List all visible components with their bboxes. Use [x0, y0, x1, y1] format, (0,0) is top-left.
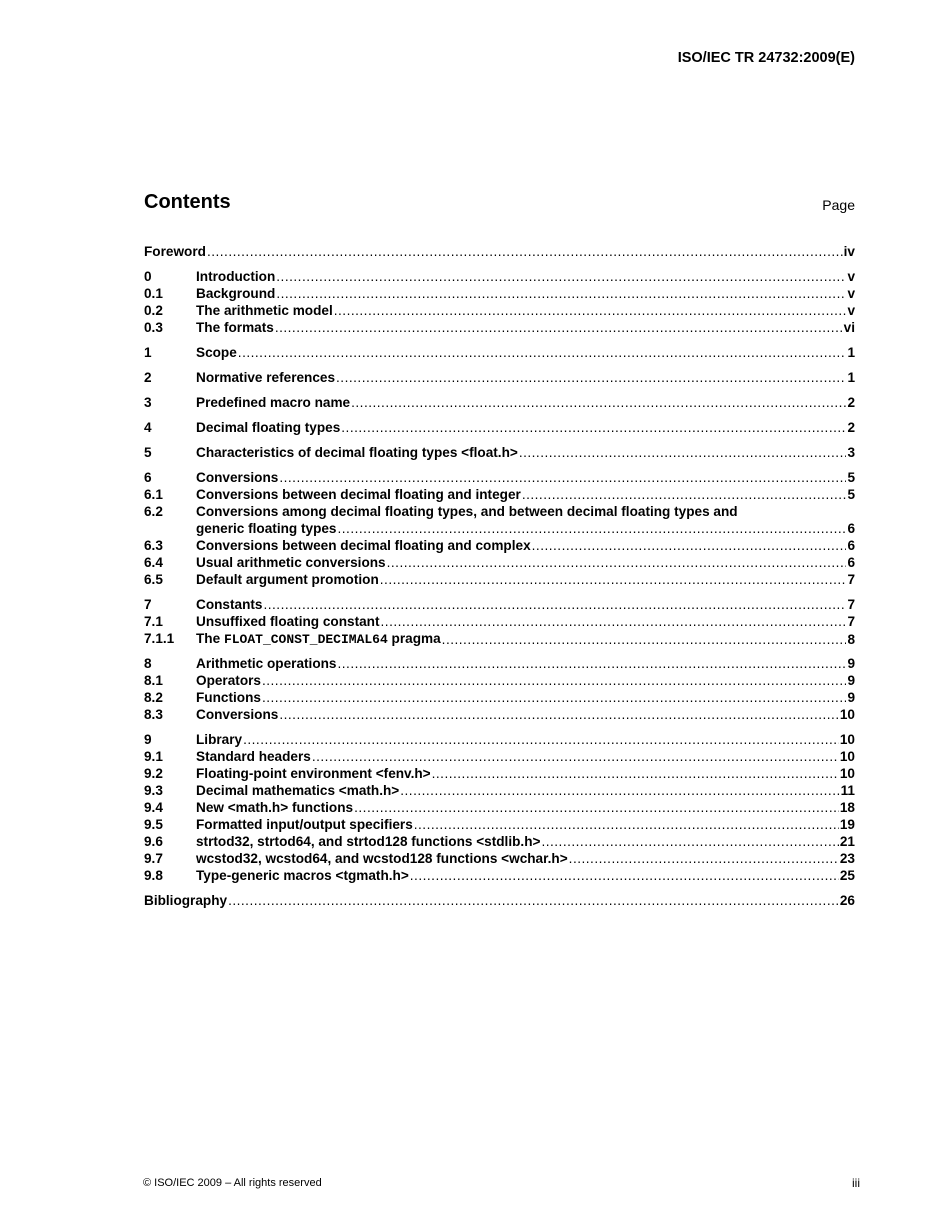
toc-number: 9: [144, 732, 152, 747]
toc-number: 0.1: [144, 286, 163, 301]
toc-number: 0.2: [144, 303, 163, 318]
toc-entry-9-2[interactable]: [144, 765, 855, 782]
footer-page-number: iii: [852, 1176, 860, 1190]
toc-title: Type-generic macros <tgmath.h>: [196, 868, 409, 883]
toc-title: Decimal floating types: [196, 420, 341, 435]
toc-page: iv: [843, 244, 855, 259]
toc-number: 9.5: [144, 817, 163, 832]
toc-entry-9-6[interactable]: [144, 833, 855, 850]
toc-page: 23: [839, 851, 855, 866]
toc-title: Bibliography: [144, 893, 228, 908]
toc-entry-9-1[interactable]: [144, 748, 855, 765]
toc-title: Decimal mathematics <math.h>: [196, 783, 400, 798]
toc-title: Standard headers: [196, 749, 311, 764]
toc-number: 6.2: [144, 504, 163, 519]
toc-title-prefix: The: [196, 631, 224, 646]
toc-entry-2[interactable]: [144, 369, 855, 386]
toc-entry-0[interactable]: [144, 268, 855, 285]
toc-number: 1: [144, 345, 152, 360]
toc-entry-9-3[interactable]: [144, 782, 855, 799]
toc-entry-7-1-1[interactable]: [144, 630, 855, 647]
toc-page: vi: [843, 320, 855, 335]
toc-entry-8-3[interactable]: [144, 706, 855, 723]
toc-page: 2: [847, 420, 855, 435]
toc-page: v: [847, 269, 855, 284]
toc-page: 8: [847, 632, 855, 647]
toc-page: 7: [847, 597, 855, 612]
toc-title: Constants: [196, 597, 263, 612]
toc-page: 10: [839, 749, 855, 764]
toc-page: 2: [847, 395, 855, 410]
table-of-contents: [144, 243, 855, 909]
toc-entry-6-5[interactable]: [144, 571, 855, 588]
toc-title: Introduction: [196, 269, 276, 284]
toc-number: 9.1: [144, 749, 163, 764]
toc-page: 7: [847, 572, 855, 587]
toc-number: 9.2: [144, 766, 163, 781]
toc-number: 2: [144, 370, 152, 385]
toc-entry-0-1[interactable]: [144, 285, 855, 302]
toc-number: 9.6: [144, 834, 163, 849]
toc-title: Unsuffixed floating constant: [196, 614, 380, 629]
toc-title: Normative references: [196, 370, 336, 385]
toc-title: generic floating types: [196, 521, 337, 536]
toc-entry-0-3[interactable]: [144, 319, 855, 336]
toc-page: 6: [847, 538, 855, 553]
document-id: ISO/IEC TR 24732:2009(E): [677, 50, 855, 66]
toc-number: 6: [144, 470, 152, 485]
toc-entry-8[interactable]: [144, 655, 855, 672]
pragma-code: FLOAT_CONST_DECIMAL64: [223, 632, 388, 647]
toc-number: 8.1: [144, 673, 163, 688]
toc-page: 21: [839, 834, 855, 849]
toc-page: 11: [840, 783, 855, 798]
toc-title: [196, 630, 441, 648]
toc-number: 4: [144, 420, 152, 435]
toc-page: 5: [847, 470, 855, 485]
toc-entry-6-3[interactable]: [144, 537, 855, 554]
toc-title: Library: [196, 732, 243, 747]
toc-page: 10: [839, 707, 855, 722]
toc-entry-9[interactable]: [144, 731, 855, 748]
contents-title: Contents: [144, 191, 231, 213]
toc-number: 0: [144, 269, 152, 284]
toc-entry-6-1[interactable]: [144, 486, 855, 503]
toc-page: 1: [847, 370, 855, 385]
toc-page: 7: [847, 614, 855, 629]
toc-entry-4[interactable]: [144, 419, 855, 436]
toc-title: Characteristics of decimal floating types <float.h>: [196, 445, 518, 460]
toc-number: 6.5: [144, 572, 163, 587]
toc-entry-9-4[interactable]: [144, 799, 855, 816]
toc-page: 6: [847, 521, 855, 536]
toc-page: 25: [839, 868, 855, 883]
toc-number: 9.3: [144, 783, 163, 798]
toc-number: 0.3: [144, 320, 163, 335]
toc-entry-5[interactable]: [144, 444, 855, 461]
toc-number: 8.2: [144, 690, 163, 705]
toc-title: Scope: [196, 345, 237, 360]
footer-copyright: © ISO/IEC 2009 – All rights reserved: [143, 1177, 322, 1189]
toc-title: Default argument promotion: [196, 572, 379, 587]
toc-title: Foreword: [144, 244, 206, 259]
toc-number: 6.3: [144, 538, 163, 553]
toc-entry-6-2[interactable]: [144, 503, 855, 537]
toc-entry-7[interactable]: [144, 596, 855, 613]
toc-number: 3: [144, 395, 152, 410]
toc-title: New <math.h> functions: [196, 800, 354, 815]
toc-title: Predefined macro name: [196, 395, 351, 410]
toc-title-line1: Conversions among decimal floating types, and between decimal floating types and: [196, 504, 738, 519]
toc-number: 7.1: [144, 614, 163, 629]
toc-title: wcstod32, wcstod64, and wcstod128 functions <wchar.h>: [196, 851, 568, 866]
toc-page: 26: [839, 893, 855, 908]
toc-title: Conversions between decimal floating and complex: [196, 538, 531, 553]
toc-number: 9.7: [144, 851, 163, 866]
toc-title: Conversions: [196, 707, 279, 722]
toc-page: 10: [839, 766, 855, 781]
toc-entry-3[interactable]: [144, 394, 855, 411]
toc-page: 18: [839, 800, 855, 815]
toc-entry-6[interactable]: [144, 469, 855, 486]
toc-page: 10: [839, 732, 855, 747]
toc-page: 3: [847, 445, 855, 460]
toc-number: 5: [144, 445, 152, 460]
toc-entry-foreword[interactable]: [144, 243, 855, 260]
toc-entry-9-5[interactable]: [144, 816, 855, 833]
toc-page: 6: [847, 555, 855, 570]
toc-page: v: [847, 286, 855, 301]
toc-title: strtod32, strtod64, and strtod128 functions <stdlib.h>: [196, 834, 541, 849]
toc-entry-9-8[interactable]: [144, 867, 855, 884]
toc-title: The arithmetic model: [196, 303, 333, 318]
toc-page: 9: [847, 690, 855, 705]
toc-entry-bibliography[interactable]: [144, 892, 855, 909]
toc-title: Conversions between decimal floating and integer: [196, 487, 521, 502]
toc-title: Arithmetic operations: [196, 656, 337, 671]
toc-number: 7.1.1: [144, 631, 175, 646]
toc-entry-9-7[interactable]: [144, 850, 855, 867]
toc-title: Operators: [196, 673, 261, 688]
toc-page: v: [847, 303, 855, 318]
toc-page: 1: [847, 345, 855, 360]
toc-number: 7: [144, 597, 152, 612]
toc-entry-8-1[interactable]: [144, 672, 855, 689]
page-column-label: Page: [822, 197, 855, 213]
toc-title: Functions: [196, 690, 261, 705]
toc-number: 8.3: [144, 707, 163, 722]
toc-entry-6-4[interactable]: [144, 554, 855, 571]
toc-entry-0-2[interactable]: [144, 302, 855, 319]
toc-page: 5: [847, 487, 855, 502]
toc-page: 9: [847, 673, 855, 688]
toc-number: 6.1: [144, 487, 163, 502]
toc-title: The formats: [196, 320, 274, 335]
toc-title: Floating-point environment <fenv.h>: [196, 766, 431, 781]
toc-number: 6.4: [144, 555, 163, 570]
toc-number: 9.8: [144, 868, 163, 883]
toc-title-suffix: pragma: [387, 631, 441, 646]
toc-title: Conversions: [196, 470, 279, 485]
toc-page: 9: [847, 656, 855, 671]
toc-entry-8-2[interactable]: [144, 689, 855, 706]
toc-title: Background: [196, 286, 276, 301]
toc-page: 19: [839, 817, 855, 832]
toc-number: 9.4: [144, 800, 163, 815]
toc-entry-7-1[interactable]: [144, 613, 855, 630]
toc-title: Formatted input/output specifiers: [196, 817, 413, 832]
toc-title: Usual arithmetic conversions: [196, 555, 386, 570]
toc-number: 8: [144, 656, 152, 671]
toc-entry-1[interactable]: [144, 344, 855, 361]
